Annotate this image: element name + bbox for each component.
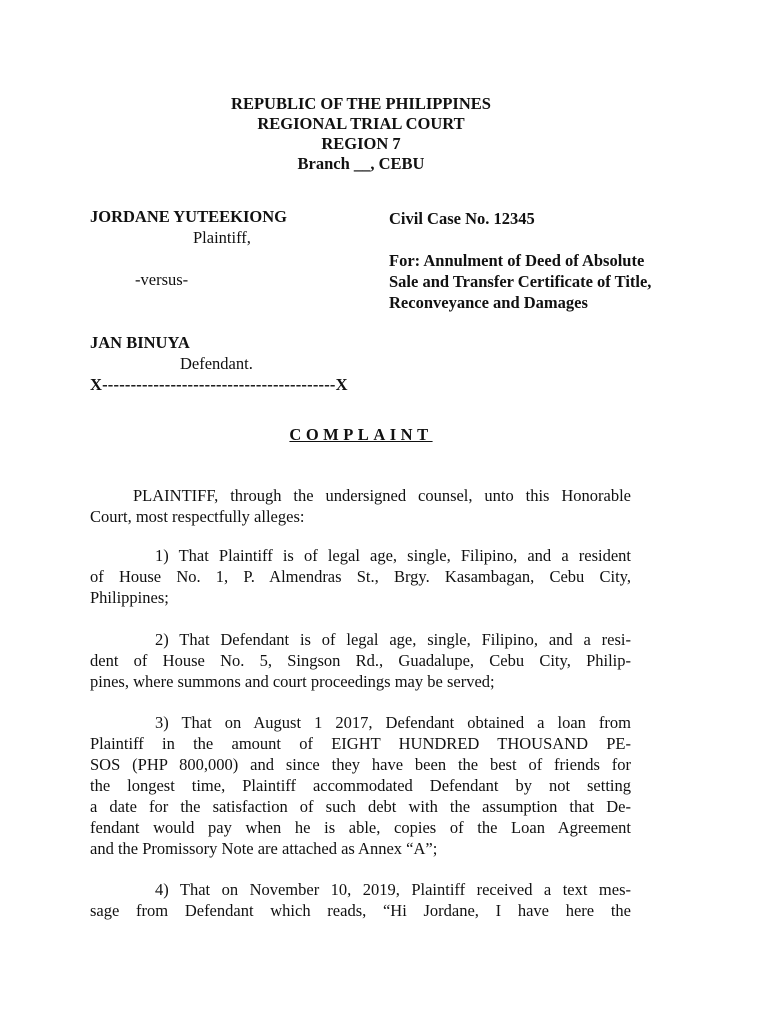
court-header-line: REGION 7 [321,134,401,153]
case-nature-line: Sale and Transfer Certificate of Title, [389,272,652,291]
paragraph-line: 4) That on November 10, 2019, Plaintiff received a text mes- [155,880,631,899]
case-number: Civil Case No. 12345 [389,209,535,228]
allegation-paragraph-2 [90,629,631,692]
paragraph-line: Plaintiff in the amount of EIGHT HUNDRED THOUSAND PE- [90,734,631,753]
paragraph-line: a date for the satisfaction of such debt with the assumption that De- [90,797,631,816]
court-header-line: Branch __, CEBU [297,154,425,173]
paragraph-line: 2) That Defendant is of legal age, single, Filipino, and a resi- [155,630,631,649]
court-header [0,94,722,174]
allegation-paragraph-3 [90,712,631,859]
versus-label: -versus- [135,270,189,289]
paragraph-line: Court, most respectfully alleges: [90,507,305,526]
paragraph-line: of House No. 1, P. Almendras St., Brgy. Kasambagan, Cebu City, [90,567,631,586]
plaintiff-role: Plaintiff, [193,228,251,247]
paragraph-line: SOS (PHP 800,000) and since they have been the best of friends for [90,755,631,774]
allegation-paragraph-1 [90,545,631,608]
paragraph-line: Philippines; [90,588,169,607]
court-header-line: REPUBLIC OF THE PHILIPPINES [231,94,491,113]
document-title: COMPLAINT [289,425,433,444]
case-nature-line: Reconveyance and Damages [389,293,588,312]
paragraph-line: sage from Defendant which reads, “Hi Jordane, I have here the [90,901,631,920]
intro-paragraph [90,485,631,527]
paragraph-line: 3) That on August 1 2017, Defendant obtained a loan from [155,713,631,732]
paragraph-line: PLAINTIFF, through the undersigned counsel, unto this Honorable [133,486,631,505]
defendant-name: JAN BINUYA [90,333,190,352]
defendant-role: Defendant. [180,354,253,373]
paragraph-line: fendant would pay when he is able, copies of the Loan Agreement [90,818,631,837]
paragraph-line: and the Promissory Note are attached as Annex “A”; [90,839,438,858]
paragraph-line: pines, where summons and court proceedings may be served; [90,672,495,691]
paragraph-line: dent of House No. 5, Singson Rd., Guadalupe, Cebu City, Philip- [90,651,631,670]
paragraph-line: 1) That Plaintiff is of legal age, single, Filipino, and a resident [155,546,631,565]
plaintiff-name: JORDANE YUTEEKIONG [90,207,287,226]
allegation-paragraph-4 [90,879,631,921]
court-header-line: REGIONAL TRIAL COURT [257,114,465,133]
case-nature-line: For: Annulment of Deed of Absolute [389,251,645,270]
caption-separator: X-----------------------------------------X [90,375,348,394]
paragraph-line: the longest time, Plaintiff accommodated Defendant by not setting [90,776,631,795]
